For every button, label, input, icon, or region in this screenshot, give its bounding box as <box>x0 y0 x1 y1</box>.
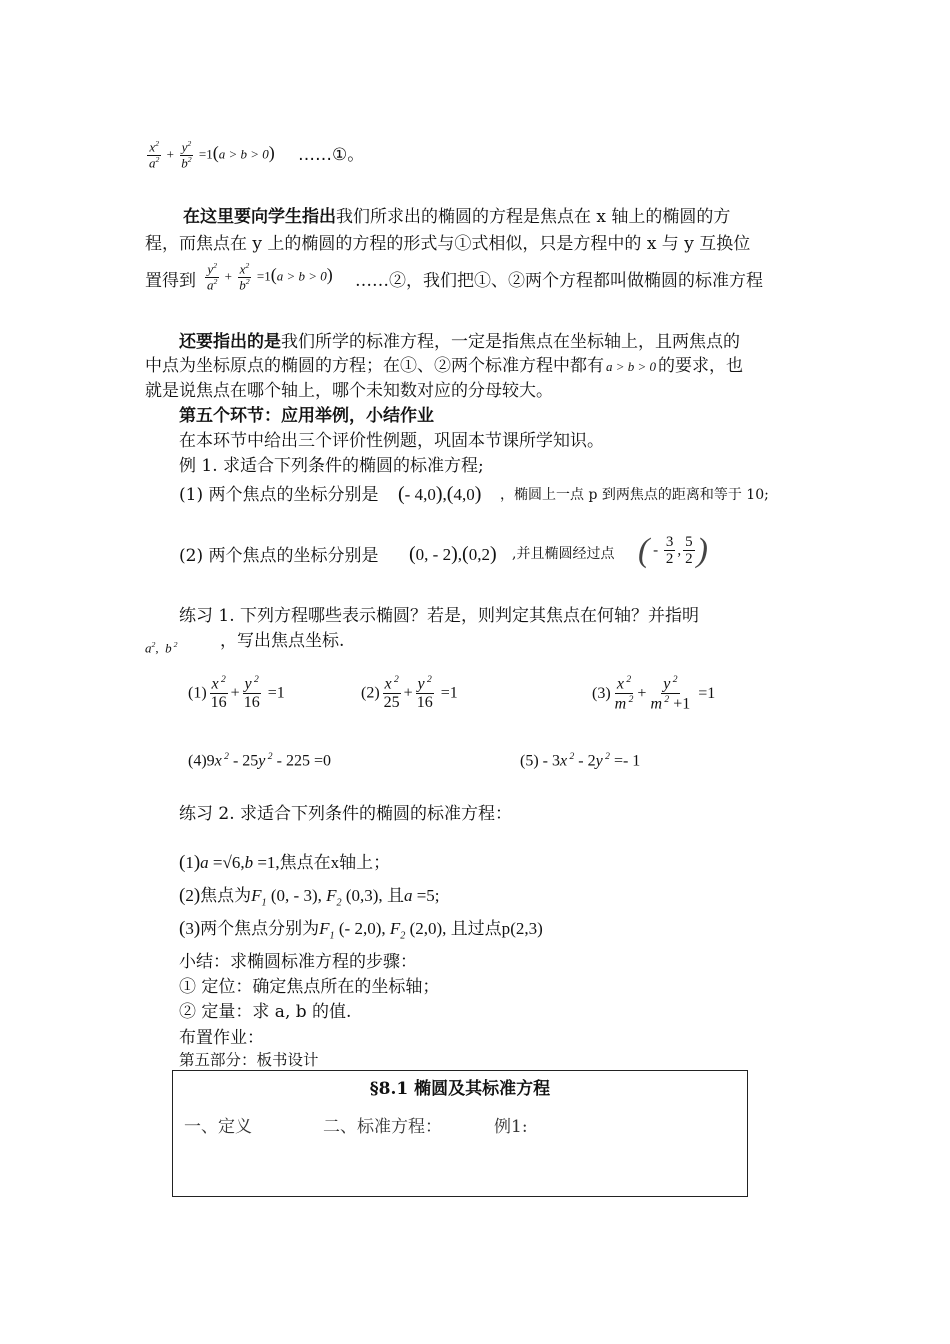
p1-eq2: (2) $\frac{x ^2}{25}$ + $\frac{y ^2}{16}$ =1 <box>361 674 458 711</box>
ex1-item1-points: (- 4,0),(4,0) <box>398 483 482 505</box>
ex1-item2-points: (0, - 2),(0,2) <box>409 543 497 565</box>
p1-eq1: (1) $\frac{x ^2}{16}$ + $\frac{y ^2}{16}$ =1 <box>188 674 285 711</box>
p2-item1: (1)a =√6,b =1,焦点在x轴上； <box>179 852 391 873</box>
board-col-example: 例1: <box>494 1117 528 1137</box>
equation-2: $\frac{y^2}{a^2}$ + $\frac{x^2}{b^2}$ =1(a > b > 0) <box>207 261 333 292</box>
para1-text1: 我们所求出的椭圆的方程是焦点在 x 轴上的椭圆的方 <box>336 207 731 227</box>
homework-label: 布置作业： <box>179 1028 264 1048</box>
board-col-equation: 二、标准方程： <box>323 1117 442 1137</box>
summary-step1: ① 定位：确定焦点所在的坐标轴； <box>179 977 440 997</box>
summary-title: 小结：求椭圆标准方程的步骤： <box>179 952 417 972</box>
para1-line1 <box>183 202 730 227</box>
p2-item3-text-a: 两个焦点分别为 <box>200 919 320 938</box>
practice1-a2-b2: $a^2$, b $^2$ <box>145 640 178 656</box>
equation-1: $\frac{x^2}{a^2}$ + $\frac{y^2}{b^2}$ =1(a > b > 0) <box>149 139 275 170</box>
p2-item2-text-b: 且 <box>386 886 404 905</box>
para2-bold: 还要指出的是 <box>179 332 281 352</box>
p2-item2: (2)焦点为$F_1$ (0, - 3), $F_2$ (0,3), 且a =5; <box>179 885 440 909</box>
para1-line2: 程，而焦点在 y 上的椭圆的方程的形式与①式相似，只是方程中的 x 与 y 互换位 <box>145 234 751 254</box>
example1-title: 例 1. 求适合下列条件的椭圆的标准方程; <box>179 456 484 476</box>
para2-line1 <box>179 327 740 352</box>
para1-line3-suffix: ……②，我们把①、②两个方程都叫做椭圆的标准方程 <box>355 271 763 291</box>
section5-intro: 在本环节中给出三个评价性例题，巩固本节课所学知识。 <box>179 431 604 451</box>
p1-eq4: (4)9x $^2$ - 25y $^2$ - 225 =0 <box>188 751 331 770</box>
para2-text2b: 的要求，也 <box>658 356 744 376</box>
para1-bold: 在这里要向学生指出 <box>183 207 336 227</box>
p2-item3-text-b: 且过点p <box>450 919 511 938</box>
practice2-title: 练习 2. 求适合下列条件的椭圆的标准方程： <box>179 804 513 824</box>
ex1-item1-prefix: (1) 两个焦点的坐标分别是 <box>179 485 379 505</box>
para2-text2a: 中点为坐标原点的椭圆的方程；在①、②两个标准方程中都有 <box>145 356 604 376</box>
p2-item3: (3)两个焦点分别为$F_1$ (- 2,0), $F_2$ (2,0), 且过点p(2,3) <box>179 918 543 942</box>
ex1-item2-point: ( - $\frac{3}{2}$ , $\frac{5}{2}$ ) <box>638 532 708 569</box>
section5-heading: 第五个环节：应用举例，小结作业 <box>179 406 434 426</box>
board-design-box <box>172 1070 748 1197</box>
para2-text1: 我们所学的标准方程，一定是指焦点在坐标轴上，且两焦点的 <box>281 332 740 352</box>
ex1-item1-suffix: ，椭圆上一点 p 到两焦点的距离和等于 10; <box>500 487 769 503</box>
inline-inequality: a > b > 0 <box>606 359 657 374</box>
para2-line2 <box>145 351 743 376</box>
equation-1-label: ……①。 <box>298 145 365 165</box>
summary-step2: ② 定量：求 a, b 的值. <box>179 1002 352 1022</box>
part5-label: 第五部分：板书设计 <box>179 1051 319 1069</box>
p2-item2-text-a: 焦点为 <box>200 886 252 905</box>
practice1-line1: 练习 1. 下列方程哪些表示椭圆？若是，则判定其焦点在何轴？并指明 <box>179 606 700 626</box>
board-title: §8.1 椭圆及其标准方程 <box>369 1079 551 1099</box>
board-col-definition: 一、定义 <box>184 1117 252 1137</box>
p1-eq5: (5) - 3x $^2$ - 2y $^2$ =- 1 <box>520 751 641 770</box>
para1-line3-prefix: 置得到 <box>145 271 196 291</box>
para2-line3: 就是说焦点在哪个轴上，哪个未知数对应的分母较大。 <box>145 381 553 401</box>
p2-item1-text: 焦点在x轴上； <box>279 853 391 872</box>
p1-eq3: (3) $\frac{x ^2}{m ^2}$ + $\frac{y ^2}{m ^2 +1}$ =1 <box>592 674 716 713</box>
practice1-line2: ，写出焦点坐标. <box>220 631 345 651</box>
ex1-item2-prefix: (2) 两个焦点的坐标分别是 <box>179 546 379 566</box>
ex1-item2-suffix: ,并且椭圆经过点 <box>512 546 615 562</box>
